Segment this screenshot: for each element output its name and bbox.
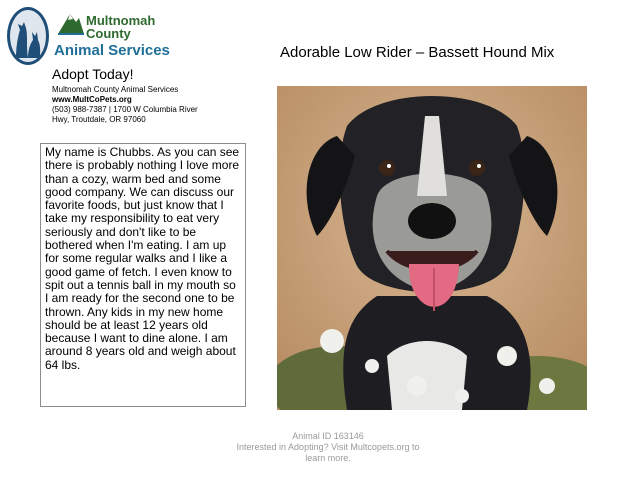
logo-line-animal-services: Animal Services — [54, 42, 170, 59]
org-website-link[interactable]: www.MultCoPets.org — [52, 95, 132, 104]
footer-line-adopt: Interested in Adopting? Visit Multcopets.org to — [236, 442, 420, 452]
mountain-icon — [56, 10, 86, 36]
logo-line-multnomah: Multnomah — [86, 13, 156, 28]
logo-emblem-icon — [6, 6, 50, 66]
org-name: Multnomah County Animal Services — [52, 85, 179, 94]
logo-line-county: County — [86, 26, 131, 41]
dog-photo — [277, 86, 587, 410]
footer-line-learn-more: learn more. — [305, 453, 351, 463]
pet-headline: Adorable Low Rider – Bassett Hound Mix — [280, 44, 555, 61]
adopt-today-heading: Adopt Today! — [52, 66, 134, 82]
org-address-line2: Hwy, Troutdale, OR 97060 — [52, 115, 146, 124]
footer-info — [200, 431, 456, 464]
org-contact-block — [52, 85, 198, 125]
org-phone-address: (503) 988-7387 | 1700 W Columbia River — [52, 105, 198, 114]
pet-bio: My name is Chubbs. As you can see there is probably nothing I love more than a cozy, warm bed and some good company. We can discuss our favorite foods, but just know that I take my responsibility to eat very seriously and don't like to be bothered when I'm eating. I am up for some regular walks and I like a good game of fetch. I even know to spit out a tennis ball in my mouth so I am ready for the second one to be thrown. Any kids in my new home should be at least 12 years old because I want to dine alone. I am around 8 years old and weigh about 64 lbs. — [40, 143, 246, 407]
county-logo — [54, 8, 170, 64]
animal-id: Animal ID 163146 — [292, 431, 364, 441]
